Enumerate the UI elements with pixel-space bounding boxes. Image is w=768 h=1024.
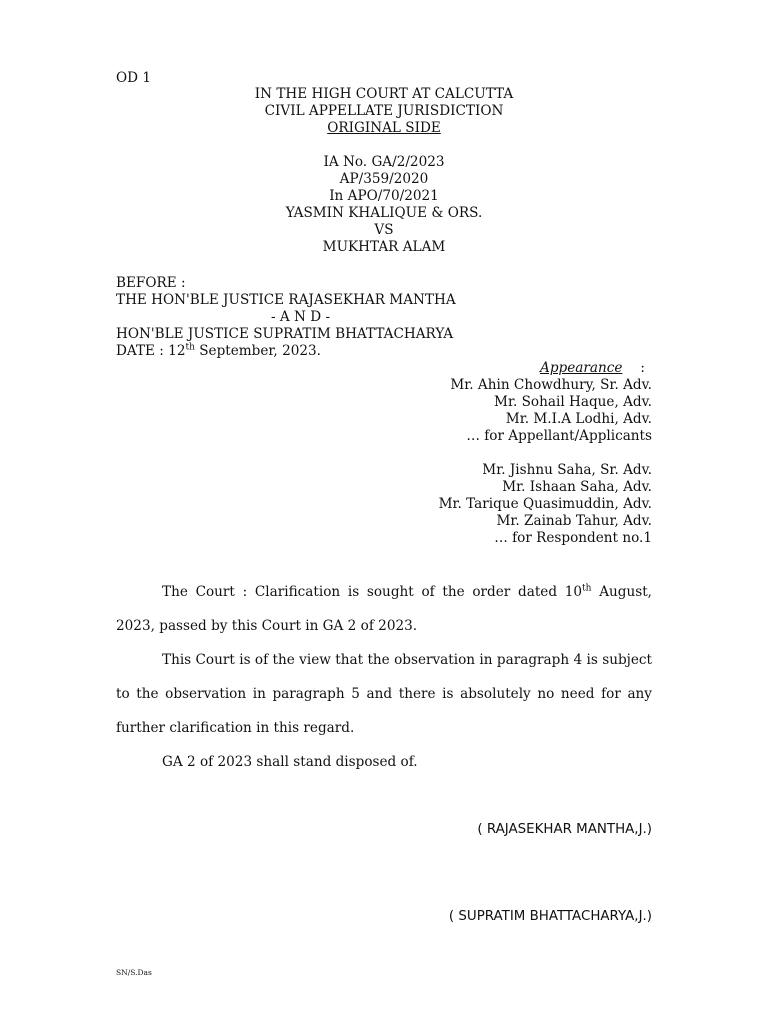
date-suffix: September, 2023. xyxy=(194,343,321,359)
and-separator: - A N D - xyxy=(271,309,331,325)
before-label: BEFORE : xyxy=(116,275,186,291)
appearance-label: Appearance xyxy=(540,360,623,376)
appellant-name: YASMIN KHALIQUE & ORS. xyxy=(285,205,483,221)
p1-part-b: August, 2023, passed by this Court in GA 2 of 2023. xyxy=(116,584,652,634)
respondent-counsel-2: Mr. Ishaan Saha, Adv. xyxy=(502,479,652,495)
court-name: IN THE HIGH COURT AT CALCUTTA xyxy=(254,86,514,102)
side xyxy=(0,120,768,136)
judge-1: THE HON'BLE JUSTICE RAJASEKHAR MANTHA xyxy=(116,292,456,308)
jurisdiction: CIVIL APPELLATE JURISDICTION xyxy=(264,103,504,119)
ia-number: IA No. GA/2/2023 xyxy=(323,154,445,170)
appellant-counsel-2: Mr. Sohail Haque, Adv. xyxy=(494,394,652,410)
respondent-counsel-3: Mr. Tarique Quasimuddin, Adv. xyxy=(438,496,652,512)
versus: VS xyxy=(374,222,394,238)
footer-initials: SN/S.Das xyxy=(116,968,152,977)
p1-part-a: The Court : Clarification is sought of the order dated 10 xyxy=(162,584,583,600)
side-text: ORIGINAL SIDE xyxy=(327,120,441,136)
paragraph-1 xyxy=(116,575,652,643)
paragraph-3: GA 2 of 2023 shall stand disposed of. xyxy=(162,754,418,770)
paragraph-2: This Court is of the view that the observation in paragraph 4 is subject to the observation in paragraph 5 and there is absolutely no need for any further clarification in this regard. xyxy=(116,652,652,736)
respondent-counsel-1: Mr. Jishnu Saha, Sr. Adv. xyxy=(482,462,652,478)
signature-1: ( RAJASEKHAR MANTHA,J.) xyxy=(477,822,652,837)
respondent-counsel-4: Mr. Zainab Tahur, Adv. xyxy=(496,513,652,529)
date-prefix: DATE : 12 xyxy=(116,343,186,359)
respondent-name: MUKHTAR ALAM xyxy=(322,239,446,255)
appearance-heading xyxy=(540,360,645,376)
appellant-for: … for Appellant/Applicants xyxy=(466,428,652,444)
signature-2: ( SUPRATIM BHATTACHARYA,J.) xyxy=(448,909,652,924)
appellant-counsel-3: Mr. M.I.A Lodhi, Adv. xyxy=(505,411,652,427)
order-date xyxy=(116,343,321,359)
od-number: OD 1 xyxy=(116,70,152,86)
p1-sup: th xyxy=(582,583,592,594)
respondent-for: … for Respondent no.1 xyxy=(494,530,652,546)
appellant-counsel-1: Mr. Ahin Chowdhury, Sr. Adv. xyxy=(450,377,652,393)
judge-2: HON'BLE JUSTICE SUPRATIM BHATTACHARYA xyxy=(116,326,454,342)
apo-number: In APO/70/2021 xyxy=(329,188,439,204)
appearance-colon: : xyxy=(640,360,645,376)
date-sup: th xyxy=(185,342,195,353)
ap-number: AP/359/2020 xyxy=(339,171,429,187)
